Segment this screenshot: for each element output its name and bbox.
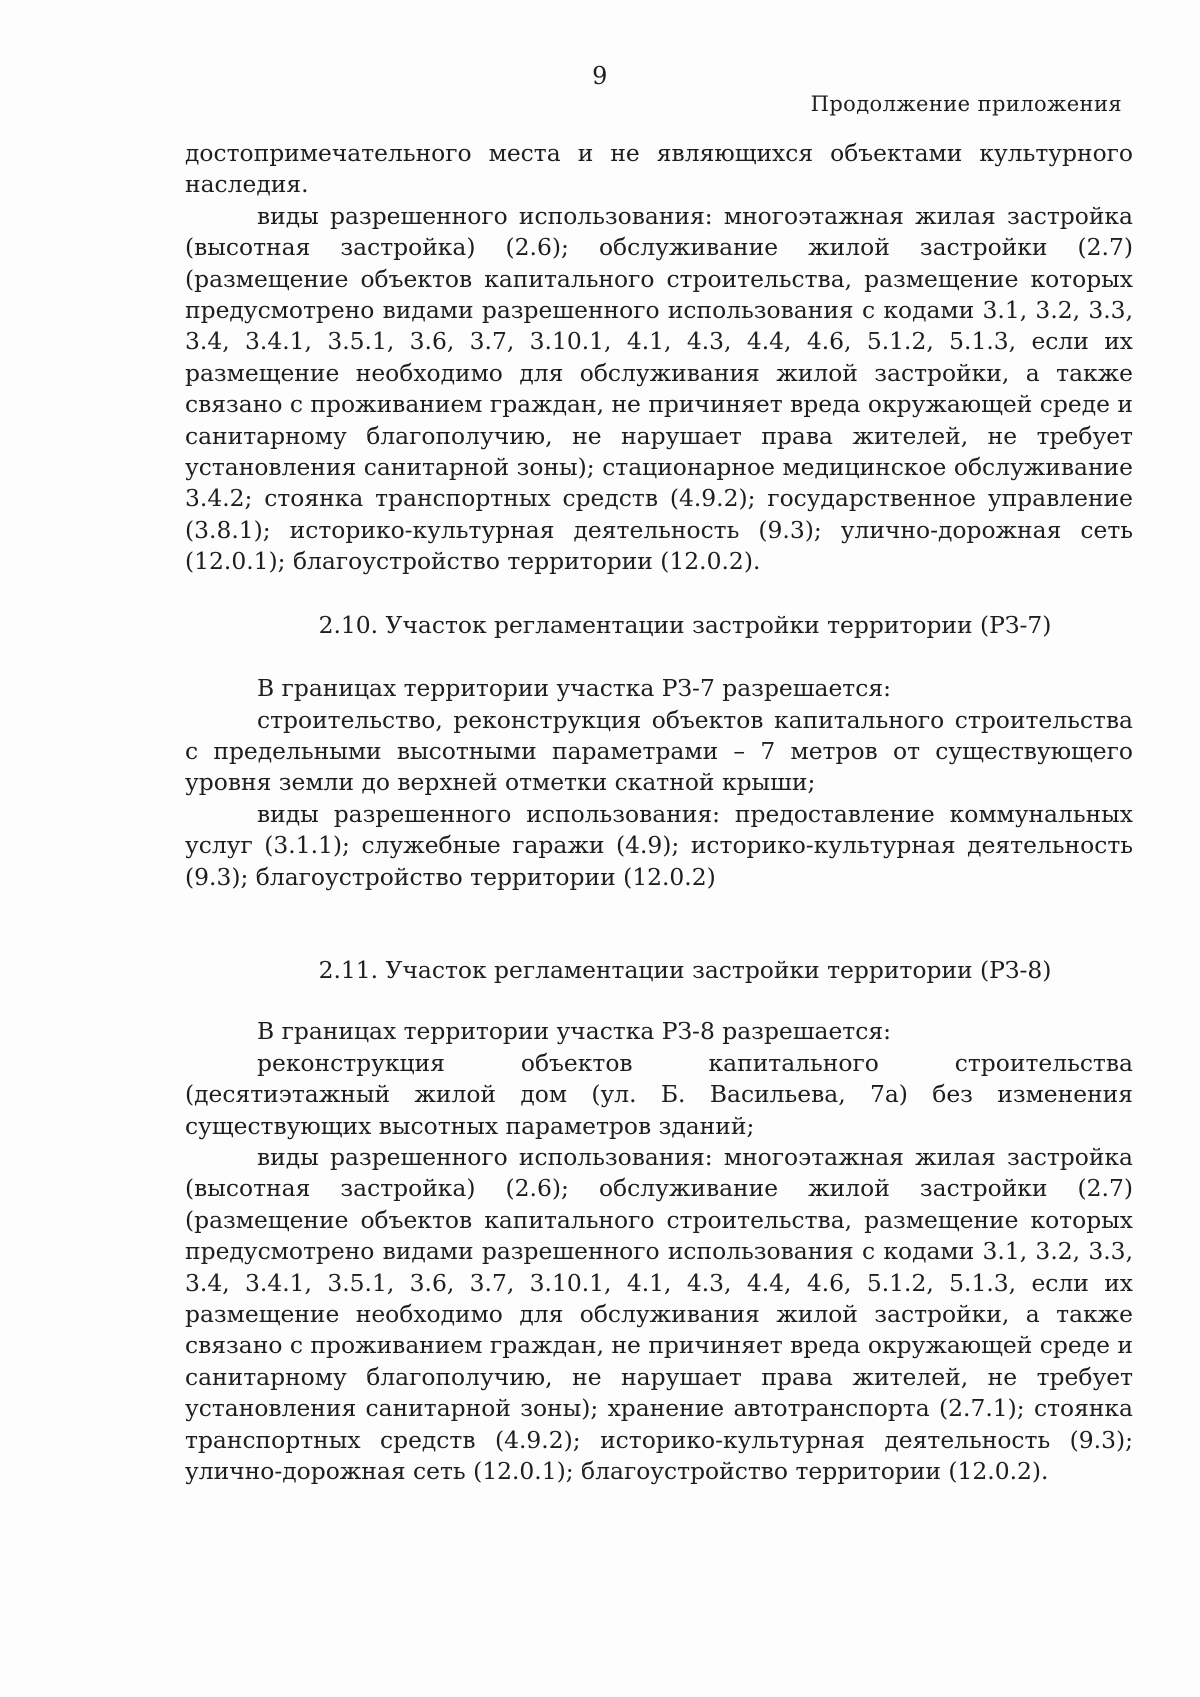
page-number: 9 [592, 62, 608, 90]
section-heading-2-10: 2.10. Участок регламентации застройки территории (РЗ-7) [318, 610, 1052, 639]
running-header: Продолжение приложения [810, 92, 1122, 116]
continuation-paragraph: достопримечательного места и не являющихся объектами культурного наследия. [185, 139, 1133, 199]
section-heading-2-11: 2.11. Участок регламентации застройки территории (РЗ-8) [318, 955, 1052, 984]
permitted-uses-paragraph-rz8: виды разрешенного использования: многоэтажная жилая застройка (высотная застройка) (2.6); обслуживание жилой застройки (2.7) (размещение объектов капитального строительства, размещение которых предусмотрено видами разрешенного использования с кодами 3.1, 3.2, 3.3, 3.4, 3.4.1, 3.5.1, 3.6, 3.7, 3.10.1, 4.1, 4.3, 4.4, 4.6, 5.1.2, 5.1.3, если их размещение необходимо для обслуживания жилой застройки, а также связано с проживанием граждан, не причиняет вреда окружающей среде и санитарному благополучию, не нарушает права жителей, не требует установления санитарной зоны); хранение автотранспорта (2.7.1); стоянка транспортных средств (4.9.2); историко-культурная деятельность (9.3); улично-дорожная сеть (12.0.1); благоустройство территории (12.0.2). [185, 1142, 1133, 1486]
reconstruction-paragraph-rz8: реконструкция объектов капитального строительства (десятиэтажный жилой дом (ул. Б. Васильева, 7а) без изменения существующих высотных параметров зданий; [185, 1048, 1133, 1140]
allowed-intro-rz8: В границах территории участка РЗ-8 разрешается: [257, 1017, 891, 1046]
permitted-uses-paragraph-rz7: виды разрешенного использования: предоставление коммунальных услуг (3.1.1); служебные гаражи (4.9); историко-культурная деятельность (9.3); благоустройство территории (12.0.2) [185, 799, 1133, 891]
allowed-intro-rz7: В границах территории участка РЗ-7 разрешается: [257, 674, 891, 703]
document-body [185, 138, 1133, 1487]
permitted-uses-paragraph-rz6: виды разрешенного использования: многоэтажная жилая застройка (высотная застройка) (2.6); обслуживание жилой застройки (2.7) (размещение объектов капитального строительства, размещение которых предусмотрено видами разрешенного использования с кодами 3.1, 3.2, 3.3, 3.4, 3.4.1, 3.5.1, 3.6, 3.7, 3.10.1, 4.1, 4.3, 4.4, 4.6, 5.1.2, 5.1.3, если их размещение необходимо для обслуживания жилой застройки, а также связано с проживанием граждан, не причиняет вреда окружающей среде и санитарному благополучию, не нарушает права жителей, не требует установления санитарной зоны); стационарное медицинское обслуживание 3.4.2; стоянка транспортных средств (4.9.2); государственное управление (3.8.1); историко-культурная деятельность (9.3); улично-дорожная сеть (12.0.1); благоустройство территории (12.0.2). [185, 201, 1133, 576]
construction-paragraph-rz7: строительство, реконструкция объектов капитального строительства с предельными высотными параметрами – 7 метров от существующего уровня земли до верхней отметки скатной крыши; [185, 705, 1133, 797]
